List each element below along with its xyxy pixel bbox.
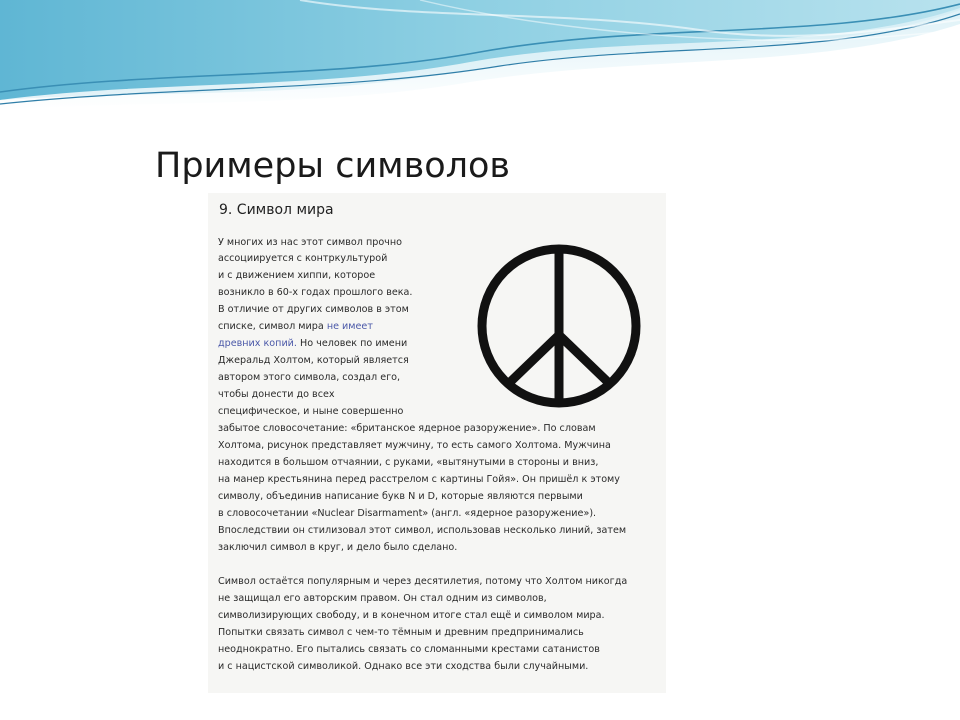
article-line: Попытки связать символ с чем-то тёмным и древним предпринимались bbox=[218, 627, 584, 638]
article-line: забытое словосочетание: «британское ядерное разоружение». По словам bbox=[218, 423, 596, 434]
article-line: Впоследствии он стилизовал этот символ, использовав несколько линий, затем bbox=[218, 525, 627, 536]
article-line: чтобы донести до всех bbox=[218, 389, 335, 400]
article-line: возникло в 60-х годах прошлого века. bbox=[218, 287, 413, 298]
article-scan bbox=[208, 193, 666, 693]
article-line: неоднократно. Его пытались связать со сломанными крестами сатанистов bbox=[218, 644, 600, 655]
article-line: на манер крестьянина перед расстрелом с картины Гойя». Он пришёл к этому bbox=[218, 474, 620, 485]
article-line: автором этого символа, создал его, bbox=[218, 372, 401, 383]
article-line: В отличие от других символов в этом bbox=[218, 304, 409, 315]
article-line: и с движением хиппи, которое bbox=[218, 270, 376, 281]
article-line: заключил символ в круг, и дело было сделано. bbox=[218, 542, 458, 553]
article-line-text: Но человек по имени bbox=[296, 338, 408, 349]
slide-title: Примеры символов bbox=[155, 146, 511, 186]
article-line: не защищал его авторским правом. Он стал одним из символов, bbox=[218, 593, 547, 604]
article-line: в словосочетании «Nuclear Disarmament» (англ. «ядерное разоружение»). bbox=[218, 508, 597, 519]
article-line: специфическое, и ныне совершенно bbox=[218, 406, 404, 417]
peace-symbol-icon bbox=[474, 241, 644, 411]
article-line: находится в большом отчаянии, с руками, «вытянутыми в стороны и вниз, bbox=[218, 457, 599, 468]
article-line: и с нацистской символикой. Однако все эти сходства были случайными. bbox=[218, 661, 589, 672]
article-line: Символ остаётся популярным и через десятилетия, потому что Холтом никогда bbox=[218, 576, 628, 587]
article-line: символизирующих свободу, и в конечном итоге стал ещё и символом мира. bbox=[218, 610, 605, 621]
article-line: ассоциируется с контркультурой bbox=[218, 253, 388, 264]
article-inline-link[interactable]: не имеет bbox=[326, 321, 373, 332]
article-line bbox=[218, 338, 407, 350]
article-line bbox=[218, 321, 373, 333]
article-line: символу, объединив написание букв N и D, которые являются первыми bbox=[218, 491, 583, 502]
article-inline-link[interactable]: древних копий. bbox=[218, 338, 297, 349]
article-line-text: списке, символ мира bbox=[218, 321, 324, 332]
article-line: Джеральд Холтом, который является bbox=[218, 355, 409, 366]
article-line: Холтома, рисунок представляет мужчину, то есть самого Холтома. Мужчина bbox=[218, 440, 611, 451]
article-line: У многих из нас этот символ прочно bbox=[218, 237, 402, 248]
header-wave-decoration bbox=[0, 0, 960, 120]
article-heading: 9. Символ мира bbox=[219, 202, 334, 218]
